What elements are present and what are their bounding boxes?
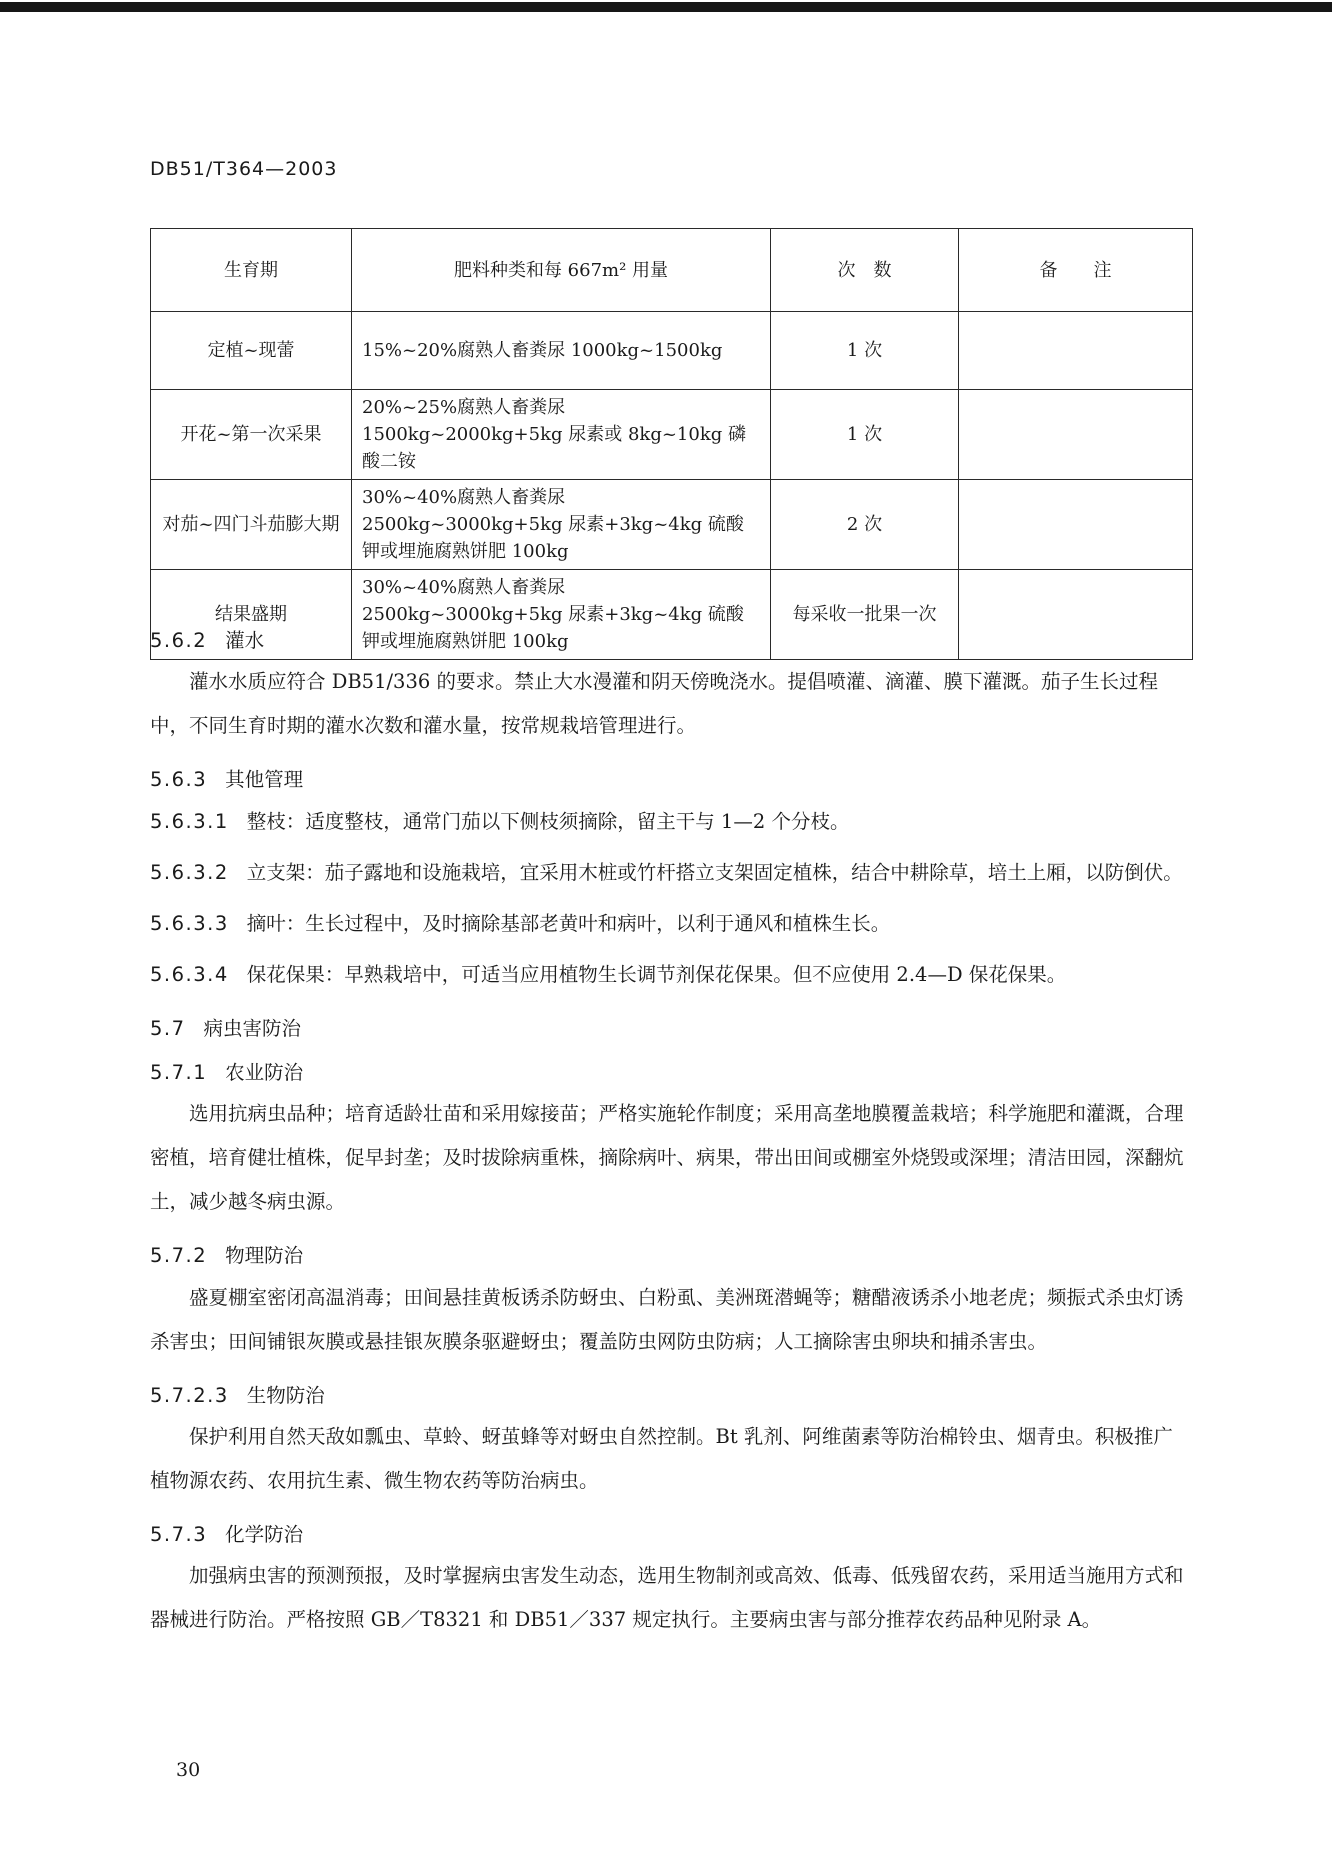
header-times: 次 数 [771,229,959,312]
section-number: 5.7.1 [150,1061,208,1085]
section-heading [150,767,1192,792]
paragraph: 加强病虫害的预测预报，及时掌握病虫害发生动态，选用生物制剂或高效、低毒、低残留农药，采用适当施用方式和器械进行防治。严格按照 GB／T8321 和 DB51／337 规定执行。主要病虫害与部分推荐农药品种见附录 A。 [150,1564,1184,1632]
table-row [151,480,1193,570]
paragraph: 保护利用自然天敌如瓢虫、草蛉、蚜茧蜂等对蚜虫自然控制。Bt 乳剂、阿维菌素等防治棉铃虫、烟青虫。积极推广植物源农药、农用抗生素、微生物农药等防治病虫。 [150,1425,1173,1493]
clause [150,800,1192,844]
section-heading [150,1060,1192,1085]
section-title: 化学防治 [225,1523,304,1547]
clause [150,902,1192,946]
section-heading [150,1016,1192,1041]
section-title: 农业防治 [225,1061,304,1085]
clause-text: 保花保果：早熟栽培中，可适当应用植物生长调节剂保花保果。但不应使用 2.4—D 保花保果。 [246,962,1067,986]
clause-number: 5.6.3.4 [150,962,229,986]
section-number: 5.7.2 [150,1244,208,1268]
clause [150,851,1192,895]
section-heading [150,1243,1192,1268]
section-title: 灌水 [225,629,265,652]
clause [150,953,1192,997]
section-heading [150,1522,1192,1547]
section-heading [150,628,1192,653]
table-row [151,390,1193,480]
section-heading [150,1383,1192,1408]
table-row [151,312,1193,390]
cell-times: 2 次 [771,480,959,570]
table-header-row [151,229,1193,312]
page-number: 30 [176,1759,201,1781]
cell-fertilizer: 20%~25%腐熟人畜粪尿 1500kg~2000kg+5kg 尿素或 8kg~10kg 磷酸二铵 [352,390,771,480]
document-code: DB51/T364—2003 [150,158,338,180]
cell-stage: 开花~第一次采果 [151,390,352,480]
section-title: 生物防治 [246,1383,325,1407]
clause-text: 摘叶：生长过程中，及时摘除基部老黄叶和病叶，以利于通风和植株生长。 [246,911,891,935]
section-number: 5.6.3 [150,768,208,792]
section-number: 5.7.2.3 [150,1383,229,1407]
cell-times: 1 次 [771,312,959,390]
cell-stage: 对茄~四门斗茄膨大期 [151,480,352,570]
clause-number: 5.6.3.2 [150,860,229,884]
clause-text: 立支架：茄子露地和设施栽培，宜采用木桩或竹杆搭立支架固定植株，结合中耕除草，培土上厢，以防倒伏。 [246,860,1183,884]
section-title: 物理防治 [225,1244,304,1268]
section-number: 5.6.2 [150,629,208,652]
top-rule [0,2,1332,12]
cell-note [959,312,1193,390]
cell-stage: 结果盛期 [151,570,352,660]
clause-text: 整枝：适度整枝，通常门茄以下侧枝须摘除，留主干与 1—2 个分枝。 [246,809,850,833]
section-number: 5.7 [150,1016,186,1040]
header-stage: 生育期 [151,229,352,312]
cell-times: 1 次 [771,390,959,480]
body-text [150,628,1192,1661]
fertilizer-table [150,228,1193,660]
paragraph: 选用抗病虫品种；培育适龄壮苗和采用嫁接苗；严格实施轮作制度；采用高垄地膜覆盖栽培；科学施肥和灌溉，合理密植，培育健壮植株，促早封垄；及时拔除病重株，摘除病叶、病果，带出田间或棚室外烧毁或深埋；清洁田园，深翻炕土，减少越冬病虫源。 [150,1102,1184,1214]
cell-fertilizer: 30%~40%腐熟人畜粪尿 2500kg~3000kg+5kg 尿素+3kg~4kg 硫酸钾或埋施腐熟饼肥 100kg [352,570,771,660]
clause-number: 5.6.3.1 [150,809,229,833]
header-fertilizer: 肥料种类和每 667m² 用量 [352,229,771,312]
section-title: 其他管理 [225,768,304,792]
cell-times: 每采收一批果一次 [771,570,959,660]
cell-note [959,480,1193,570]
cell-fertilizer: 15%~20%腐熟人畜粪尿 1000kg~1500kg [352,312,771,390]
cell-note [959,390,1193,480]
cell-stage: 定植~现蕾 [151,312,352,390]
cell-fertilizer: 30%~40%腐熟人畜粪尿 2500kg~3000kg+5kg 尿素+3kg~4kg 硫酸钾或埋施腐熟饼肥 100kg [352,480,771,570]
section-title: 病虫害防治 [203,1016,302,1040]
paragraph: 盛夏棚室密闭高温消毒；田间悬挂黄板诱杀防蚜虫、白粉虱、美洲斑潜蝇等；糖醋液诱杀小地老虎；频振式杀虫灯诱杀害虫；田间铺银灰膜或悬挂银灰膜条驱避蚜虫；覆盖防虫网防虫防病；人工摘除害虫卵块和捕杀害虫。 [150,1285,1184,1353]
header-note: 备 注 [959,229,1193,312]
clause-number: 5.6.3.3 [150,911,229,935]
paragraph: 灌水水质应符合 DB51/336 的要求。禁止大水漫灌和阴天傍晚浇水。提倡喷灌、滴灌、膜下灌溉。茄子生长过程中，不同生育时期的灌水次数和灌水量，按常规栽培管理进行。 [150,670,1158,738]
section-number: 5.7.3 [150,1523,208,1547]
